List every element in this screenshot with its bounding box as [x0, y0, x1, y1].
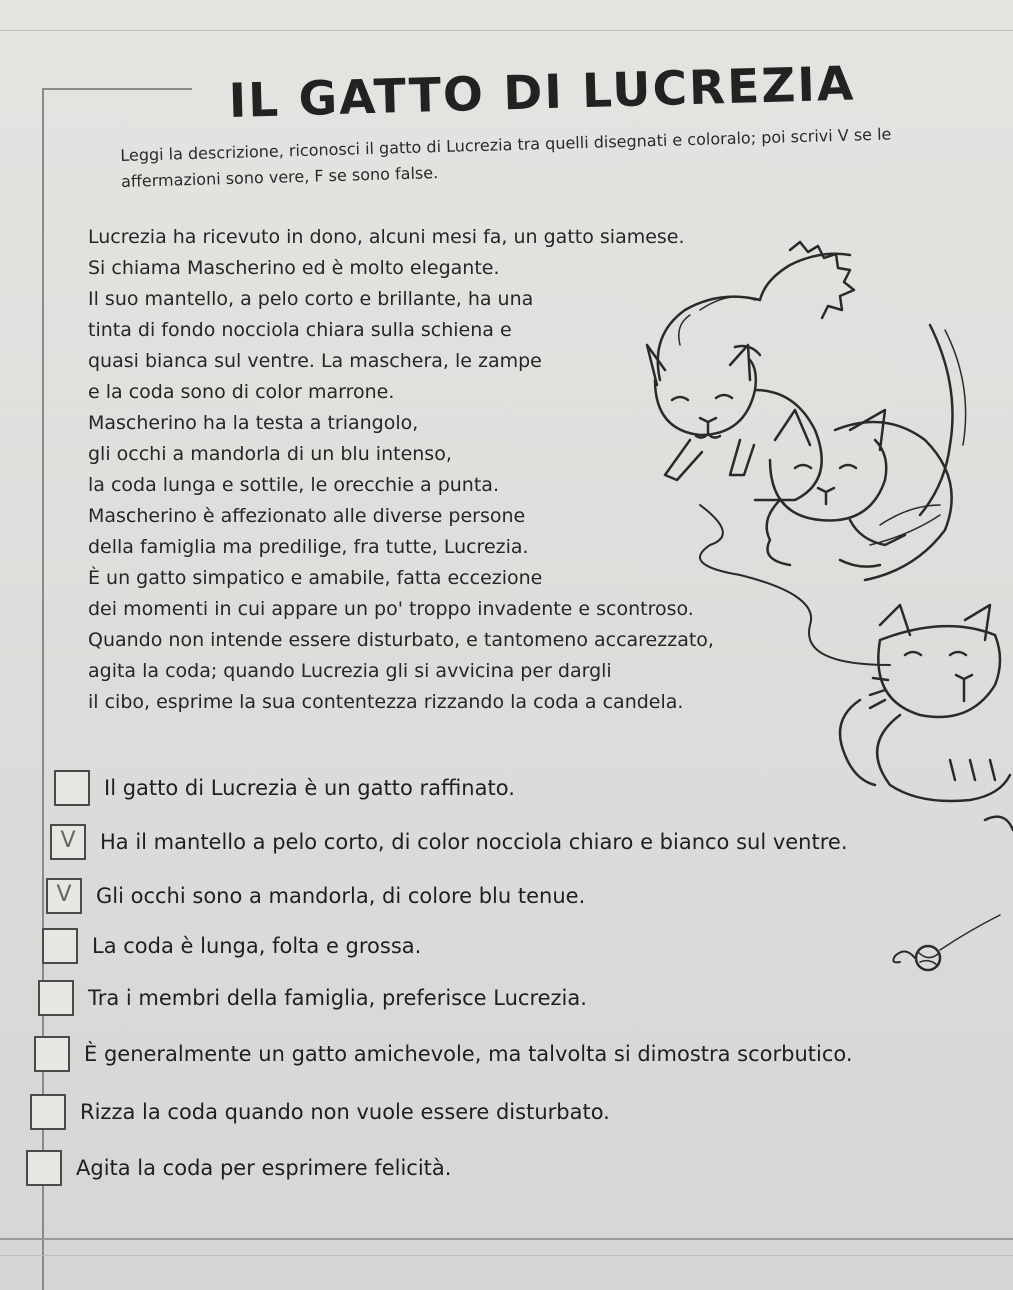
- statement-item: [34, 1036, 853, 1072]
- page-title: IL GATTO DI LUCREZIA: [228, 56, 856, 129]
- story-line: Lucrezia ha ricevuto in dono, alcuni mesi fa, un gatto siamese.: [88, 226, 685, 248]
- answer-checkbox[interactable]: V: [50, 824, 86, 860]
- story-line: della famiglia ma predilige, fra tutte, Lucrezia.: [88, 536, 529, 558]
- answer-checkbox[interactable]: [26, 1150, 62, 1186]
- story-line: il cibo, esprime la sua contentezza rizzando la coda a candela.: [88, 691, 684, 713]
- statement-item: [42, 928, 421, 964]
- statement-text: Gli occhi sono a mandorla, di colore blu tenue.: [96, 884, 586, 908]
- statement-text: Rizza la coda quando non vuole essere disturbato.: [80, 1100, 610, 1124]
- story-line: Il suo mantello, a pelo corto e brillante, ha una: [88, 288, 534, 310]
- story-line: Mascherino è affezionato alle diverse persone: [88, 505, 526, 527]
- answer-checkbox[interactable]: [54, 770, 90, 806]
- story-line: È un gatto simpatico e amabile, fatta eccezione: [88, 567, 543, 589]
- answer-checkbox[interactable]: [42, 928, 78, 964]
- statement-item: [30, 1094, 610, 1130]
- statement-item: [54, 770, 515, 806]
- statement-text: La coda è lunga, folta e grossa.: [92, 934, 422, 958]
- story-line: e la coda sono di color marrone.: [88, 381, 395, 403]
- story-line: la coda lunga e sottile, le orecchie a punta.: [88, 474, 499, 496]
- answer-checkbox[interactable]: [34, 1036, 70, 1072]
- answer-checkbox[interactable]: [30, 1094, 66, 1130]
- statement-item: [46, 878, 585, 914]
- answer-checkbox[interactable]: V: [46, 878, 82, 914]
- story-line: quasi bianca sul ventre. La maschera, le zampe: [88, 350, 542, 372]
- story-line: Si chiama Mascherino ed è molto elegante.: [88, 257, 500, 279]
- statement-item: [38, 980, 587, 1016]
- statement-text: È generalmente un gatto amichevole, ma talvolta si dimostra scorbutico.: [84, 1042, 853, 1066]
- statement-item: [50, 824, 848, 860]
- story-line: gli occhi a mandorla di un blu intenso,: [88, 443, 452, 465]
- answer-checkbox[interactable]: [38, 980, 74, 1016]
- story-line: Quando non intende essere disturbato, e tantomeno accarezzato,: [88, 629, 714, 651]
- story-line: dei momenti in cui appare un po' troppo invadente e scontroso.: [88, 598, 694, 620]
- instructions-text: Leggi la descrizione, riconosci il gatto di Lucrezia tra quelli disegnati e coloralo; poi scrivi V se le affermazioni sono vere, F se sono false.: [120, 124, 892, 191]
- statement-text: Il gatto di Lucrezia è un gatto raffinato.: [104, 776, 515, 800]
- story-line: Mascherino ha la testa a triangolo,: [88, 412, 419, 434]
- statement-text: Tra i membri della famiglia, preferisce Lucrezia.: [88, 986, 587, 1010]
- statement-text: Agita la coda per esprimere felicità.: [76, 1156, 452, 1180]
- statement-text: Ha il mantello a pelo corto, di color nocciola chiaro e bianco sul ventre.: [100, 830, 848, 854]
- story-line: tinta di fondo nocciola chiara sulla schiena e: [88, 319, 512, 341]
- story-line: agita la coda; quando Lucrezia gli si avvicina per dargli: [88, 660, 612, 682]
- statement-item: [26, 1150, 451, 1186]
